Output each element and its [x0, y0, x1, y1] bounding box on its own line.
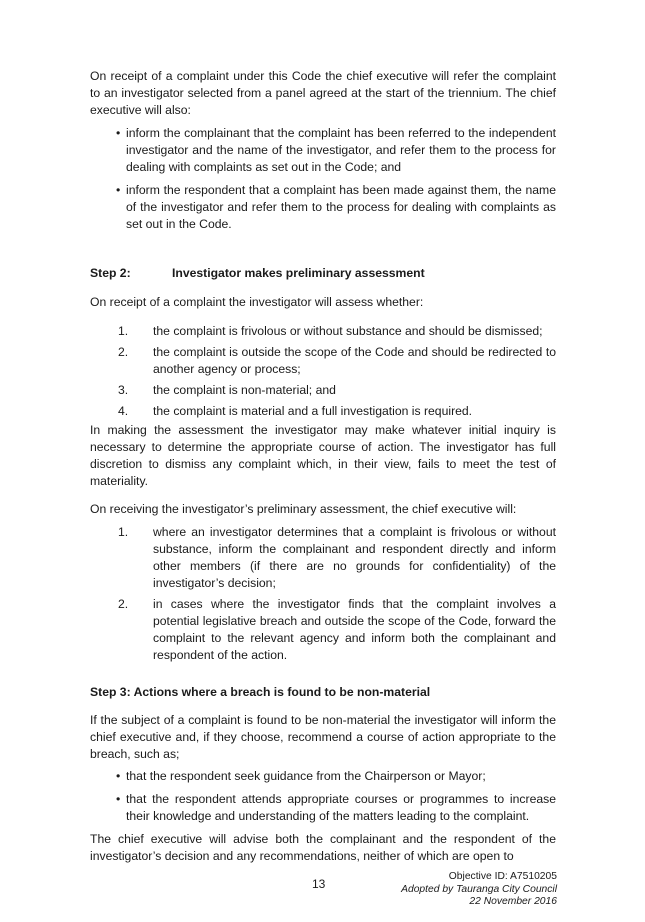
closing-paragraph: The chief executive will advise both the complainant and the respondent of the investigator’s decision and any recommendations, neither of which are open to: [90, 832, 556, 863]
discretion-paragraph: In making the assessment the investigator may make whatever initial inquiry is necessary to determine the appropriate course of action. The investigator has full discretion to dismiss any complaint which, in their view, fails to meet the test of materiality.: [90, 423, 556, 488]
list-item: • inform the complainant that the complaint has been referred to the independent investigator and the name of the investigator, and refer them to the process for dealing with complaints as set out in the Code; and: [116, 125, 556, 176]
page-number: 13: [312, 877, 326, 891]
list-item: 1. where an investigator determines that a complaint is frivolous or without substance, inform the complainant and respondent directly and inform other members (if there are no grounds for confidentiality) of the investigator’s decision;: [118, 525, 556, 590]
step2-number: Step 2:: [90, 266, 131, 280]
objective-id: Objective ID: A7510205: [448, 871, 557, 882]
step3-bullet-list: [116, 768, 556, 831]
footer-info: [401, 871, 557, 909]
step2-title: Investigator makes preliminary assessment: [172, 266, 425, 280]
list-item: 4. the complaint is material and a full investigation is required.: [118, 404, 473, 418]
adopted-by: Adopted by Tauranga City Council: [401, 883, 557, 895]
step2-heading: [90, 265, 556, 282]
executive-actions-list: [118, 524, 556, 668]
list-item: • inform the respondent that a complaint has been made against them, the name of the investigator and refer them to the process for dealing with complaints as set out in the Code.: [116, 182, 556, 233]
list-item: 2. in cases where the investigator finds that the complaint involves a potential legislative breach and outside the scope of the Code, forward the complaint to the relevant agency and inform both the complainant and respondent of the action.: [118, 597, 556, 662]
intro-paragraph: On receipt of a complaint under this Code the chief executive will refer the complaint to an investigator selected from a panel agreed at the start of the triennium. The chief executive will also:: [90, 69, 556, 117]
step3-lead: If the subject of a complaint is found to be non-material the investigator will inform the chief executive and, if they choose, recommend a course of action appropriate to the breach, such as;: [90, 713, 556, 761]
receiving-paragraph: On receiving the investigator’s preliminary assessment, the chief executive will:: [90, 502, 517, 516]
list-item: • that the respondent seek guidance from the Chairperson or Mayor;: [116, 768, 556, 785]
intro-bullet-list: [116, 125, 556, 239]
step3-heading: Step 3: Actions where a breach is found to be non-material: [90, 685, 431, 699]
list-item: 3. the complaint is non-material; and: [118, 383, 336, 397]
list-item: 1. the complaint is frivolous or without substance and should be dismissed;: [118, 324, 543, 338]
assessment-list: [118, 323, 556, 424]
step2-lead: On receipt of a complaint the investigator will assess whether:: [90, 295, 424, 309]
list-item: • that the respondent attends appropriate courses or programmes to increase their knowledge and understanding of the matters leading to the complaint.: [116, 791, 556, 825]
adoption-date: 22 November 2016: [469, 896, 557, 907]
list-item: 2. the complaint is outside the scope of the Code and should be redirected to another agency or process;: [118, 345, 556, 376]
